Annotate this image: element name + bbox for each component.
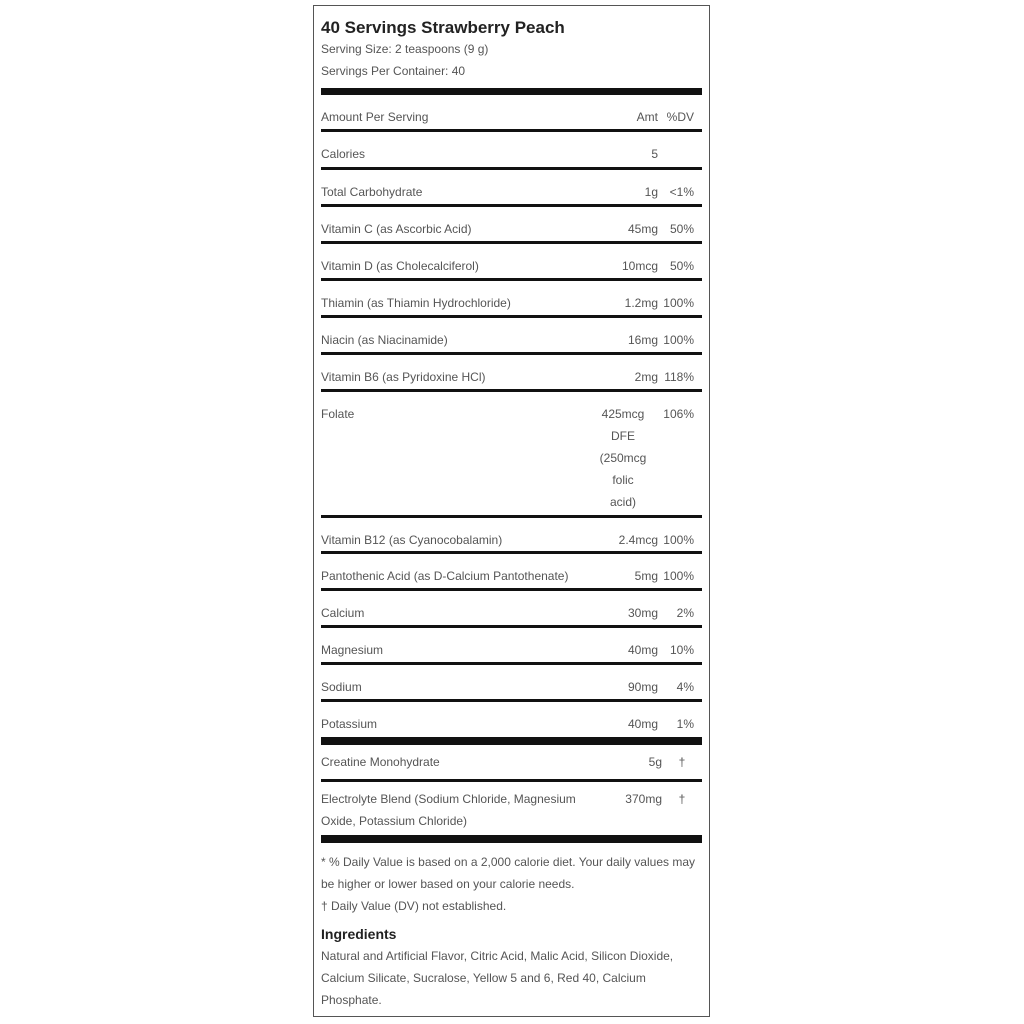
footnote-line: † Daily Value (DV) not established. [321,899,507,913]
ingredient-name: Creatine Monohydrate [321,755,440,769]
nutrient-name: Vitamin B12 (as Cyanocobalamin) [321,533,503,547]
table-row [321,591,702,628]
table-row [321,132,702,170]
nutrient-dv: <1% [669,185,694,199]
nutrient-dv: 100% [663,333,694,347]
table-row [321,554,702,591]
thick-divider [321,88,702,95]
nutrient-name: Total Carbohydrate [321,185,423,199]
table-row [321,702,702,737]
nutrient-amount: 10mcg [621,259,658,273]
table-row [321,170,702,207]
table-row [321,244,702,281]
nutrient-name: Vitamin D (as Cholecalciferol) [321,259,479,273]
nutrient-name: Thiamin (as Thiamin Hydrochloride) [321,296,511,310]
nutrient-amount: 40mg [627,717,658,731]
nutrient-dv: 100% [663,296,694,310]
table-row [321,782,702,835]
amount-line: acid) [609,495,636,509]
ingredients-text [321,945,702,1011]
nutrient-amount: 5mg [634,569,658,583]
nutrient-name: Vitamin B6 (as Pyridoxine HCl) [321,370,486,384]
footnotes [321,851,702,917]
ingredient-name [321,782,582,835]
nutrient-dv: 10% [669,643,694,657]
nutrient-amount: 1g [644,185,658,199]
table-row [321,665,702,702]
nutrient-amount: 1.2mg [624,296,658,310]
nutrient-name: Folate [321,407,355,421]
thick-divider [321,835,702,843]
ingredients-line: Natural and Artificial Flavor, Citric Acid, Malic Acid, Silicon Dioxide, [321,949,674,963]
nutrient-dv: 50% [669,222,694,236]
name-line: Electrolyte Blend (Sodium Chloride, Magnesium [321,792,576,806]
serving-size: Serving Size: 2 teaspoons (9 g) [321,42,489,56]
nutrient-name: Sodium [321,680,362,694]
nutrient-dv: 118% [664,370,694,384]
nutrient-amount: 5 [651,147,658,161]
nutrient-amount: 45mg [627,222,658,236]
amount-line: (250mcg [599,451,647,465]
nutrient-dv: 106% [663,407,694,421]
name-line: Oxide, Potassium Chloride) [321,814,468,828]
table-row [321,281,702,318]
ingredient-amount: 370mg [625,792,662,806]
nutrient-name: Pantothenic Acid (as D-Calcium Pantothenate) [321,569,569,583]
table-row [321,355,702,392]
table-row [321,518,702,554]
footnote-line: * % Daily Value is based on a 2,000 calorie diet. Your daily values may [321,855,695,869]
table-row [321,207,702,244]
nutrient-amount: 30mg [627,606,658,620]
supplement-facts-panel [313,5,710,1017]
nutrient-dv: 4% [676,680,694,694]
thick-divider [321,737,702,745]
amount-line: folic [612,473,634,487]
nutrient-dv: 50% [669,259,694,273]
table-row [321,745,702,782]
product-title: 40 Servings Strawberry Peach [321,18,565,37]
table-row [321,628,702,665]
table-row [321,392,702,518]
nutrient-dv [658,132,702,167]
amount-line: 425mcg [601,407,645,421]
nutrient-name: Calories [321,147,366,161]
dagger-mark: † [678,792,686,806]
header-name: Amount Per Serving [321,110,429,124]
ingredients-line: Phosphate. [321,993,382,1007]
ingredient-amount: 5g [648,755,662,769]
table-row [321,318,702,355]
header-dv: %DV [666,110,694,124]
nutrient-amount: 2.4mcg [618,533,658,547]
ingredients-heading: Ingredients [321,926,397,942]
nutrient-name: Vitamin C (as Ascorbic Acid) [321,222,472,236]
nutrient-amount: 16mg [627,333,658,347]
nutrient-amount [588,392,658,515]
nutrient-amount: 90mg [627,680,658,694]
nutrient-dv: 100% [663,533,694,547]
header-amt: Amt [636,110,658,124]
servings-per-container: Servings Per Container: 40 [321,64,466,78]
nutrient-dv: 100% [663,569,694,583]
nutrient-name: Calcium [321,606,365,620]
nutrient-dv: 1% [676,717,694,731]
ingredients-line: Calcium Silicate, Sucralose, Yellow 5 and 6, Red 40, Calcium [321,971,646,985]
nutrient-amount: 2mg [634,370,658,384]
nutrient-name: Niacin (as Niacinamide) [321,333,448,347]
nutrient-dv: 2% [676,606,694,620]
table-header [321,95,702,132]
nutrient-name: Potassium [321,717,378,731]
amount-line: DFE [611,429,635,443]
dagger-mark: † [678,755,686,769]
nutrient-name: Magnesium [321,643,384,657]
footnote-line: be higher or lower based on your calorie needs. [321,877,575,891]
nutrient-amount: 40mg [627,643,658,657]
